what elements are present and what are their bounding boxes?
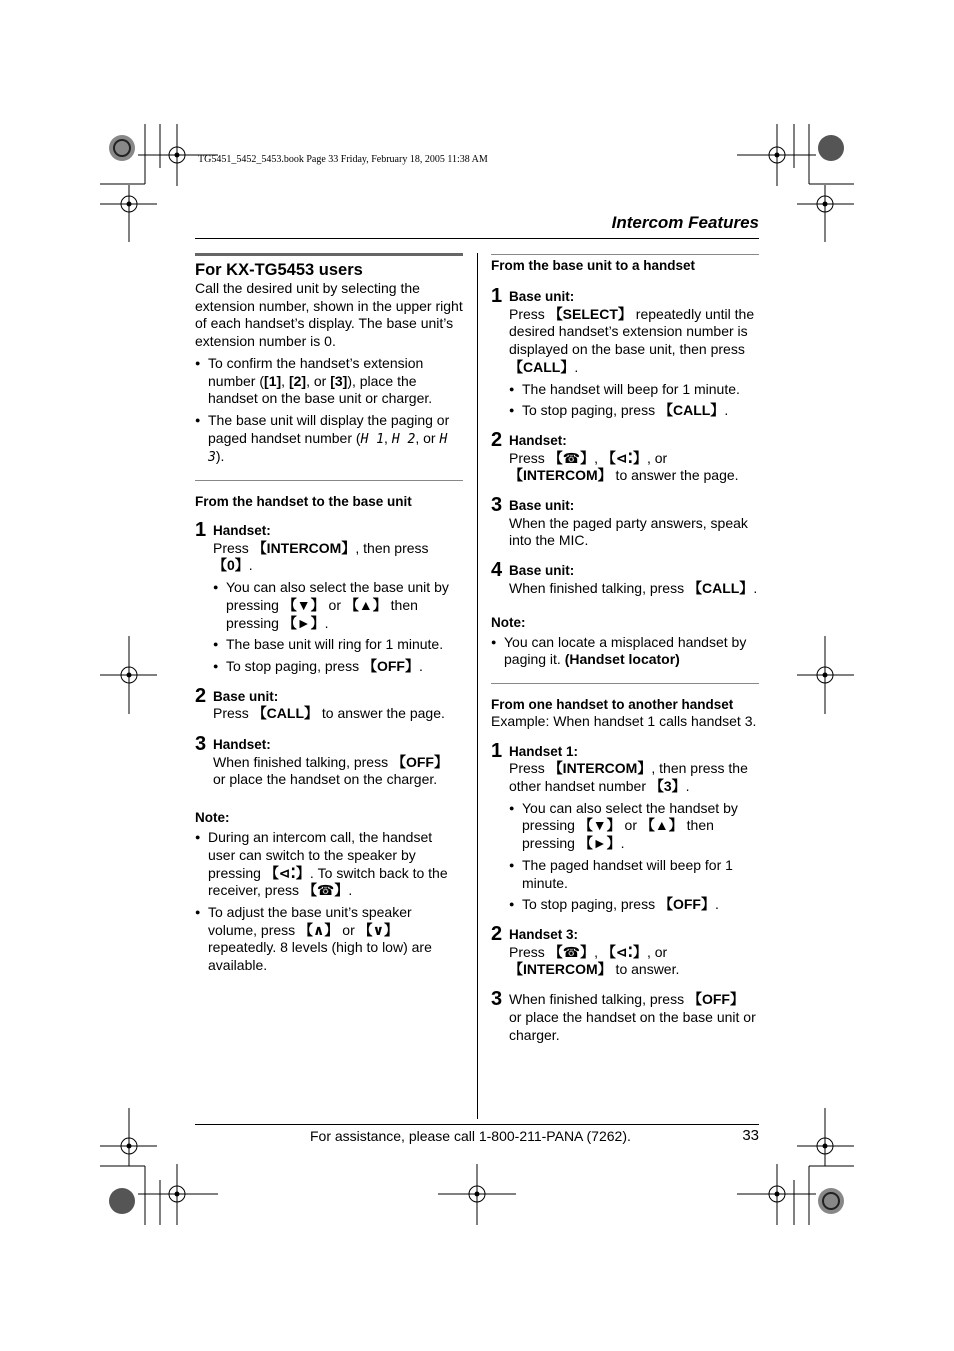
note-handset-locator: ● You can locate a misplaced handset by paging it. (Handset locator) xyxy=(491,634,759,669)
lcd-h3: H 3 xyxy=(208,431,448,466)
step-number: 3 xyxy=(491,988,503,1011)
page-number: 33 xyxy=(742,1127,759,1144)
step-number: 1 xyxy=(195,519,207,542)
bullet-display-paging: ● The base unit will display the paging or paged handset number (H 1, H 2, or H 3). xyxy=(195,412,463,467)
step-label: Handset 3: xyxy=(509,926,579,942)
bullet-stop-paging: ● To stop paging, press 【OFF】. xyxy=(213,658,463,676)
step-label: Base unit: xyxy=(213,688,279,704)
step-instruction: Press 【INTERCOM】, then press 【0】. xyxy=(213,539,429,574)
step-label: Handset: xyxy=(213,737,271,753)
footer-rule xyxy=(195,1124,759,1125)
step-instruction: When finished talking, press 【OFF】 or place the handset on the base unit or charger. xyxy=(509,991,756,1043)
step-4-base-unit xyxy=(491,559,759,597)
step-instruction: Press 【CALL】 to answer the page. xyxy=(213,705,445,722)
step-instruction: Press 【SELECT】 repeatedly until the desired handset’s extension number is displayed on the base unit, then press 【CALL】. xyxy=(509,305,755,375)
right-top-rule xyxy=(491,254,759,255)
section-title: Intercom Features xyxy=(611,213,759,232)
subheading-handset-to-base: From the handset to the base unit xyxy=(195,494,412,510)
step-3-base-unit xyxy=(491,494,759,550)
key-3: [3] xyxy=(330,372,348,389)
example-text: Example: When handset 1 calls handset 3. xyxy=(491,712,757,729)
right-column xyxy=(491,257,759,1044)
left-column xyxy=(195,260,463,975)
step-label: Handset: xyxy=(213,523,271,539)
step-number: 2 xyxy=(491,428,503,451)
users-heading: For KX-TG5453 users xyxy=(195,261,363,279)
lcd-h2: H 2 xyxy=(391,431,416,447)
assistance-footer: For assistance, please call 1-800-211-PANA (7262). xyxy=(310,1128,631,1144)
book-file-header: TG5451_5452_5453.book Page 33 Friday, February 18, 2005 11:38 AM xyxy=(198,154,488,165)
bullet-ring-minute: ● The base unit will ring for 1 minute. xyxy=(213,636,463,654)
header-rule xyxy=(195,238,759,239)
intro-paragraph: Call the desired unit by selecting the extension number, shown in the upper right of each handset’s display. The base unit’s extension number is 0. xyxy=(195,280,463,350)
step-label: Handset 1: xyxy=(509,743,579,759)
step-label: Base unit: xyxy=(509,289,575,304)
note-volume: ● To adjust the base unit’s speaker volume, press 【∧】 or 【∨】 repeatedly. 8 levels (high to low) are available. xyxy=(195,904,463,975)
step-label: Base unit: xyxy=(509,563,575,579)
step-instruction: When finished talking, press 【OFF】 or place the handset on the charger. xyxy=(213,753,448,788)
subheading-base-to-handset: From the base unit to a handset xyxy=(491,258,696,273)
step-3-handset xyxy=(195,733,463,789)
bullet-paged-beep: ● The paged handset will beep for 1 minute. xyxy=(509,857,759,892)
step-2-base-unit xyxy=(195,684,463,723)
step-number: 4 xyxy=(491,559,503,582)
step-1-handset-1 xyxy=(491,739,759,914)
step-number: 1 xyxy=(491,285,503,307)
step-number: 3 xyxy=(491,494,503,517)
subheading-handset-to-handset: From one handset to another handset xyxy=(491,696,734,712)
note-label: Note: xyxy=(491,614,526,630)
bullet-beep-minute: ● The handset will beep for 1 minute. xyxy=(509,381,759,399)
step-label: Base unit: xyxy=(509,498,575,514)
bullet-stop-paging: ● To stop paging, press 【OFF】. xyxy=(509,896,759,914)
step-instruction: When finished talking, press 【CALL】. xyxy=(509,579,758,596)
bullet-stop-paging: ● To stop paging, press 【CALL】. xyxy=(509,402,759,420)
bullet-select-base: ● You can also select the base unit by pressing 【▼】 or 【▲】 then pressing 【►】. xyxy=(213,579,463,632)
step-number: 2 xyxy=(195,684,207,707)
step-number: 1 xyxy=(491,739,503,762)
step-instruction: When the paged party answers, speak into the MIC. xyxy=(509,514,748,549)
step-2-handset xyxy=(491,428,759,485)
step-instruction: Press 【INTERCOM】, then press the other handset number 【3】. xyxy=(509,760,748,795)
step-1-handset xyxy=(195,519,463,676)
bullet-select-handset: ● You can also select the handset by pressing 【▼】 or 【▲】 then pressing 【►】. xyxy=(509,800,759,853)
step-2-handset-3 xyxy=(491,922,759,979)
lcd-h1: H 1 xyxy=(360,431,385,447)
note-label: Note: xyxy=(195,810,230,826)
left-top-bar xyxy=(195,253,463,256)
step-label: Handset: xyxy=(509,432,567,448)
step-1-base-unit xyxy=(491,285,759,420)
key-1: [1] xyxy=(264,372,282,389)
key-2: [2] xyxy=(288,372,307,389)
step-instruction: Press 【☎】, 【⊲⁚】, or 【INTERCOM】 to answer. xyxy=(509,943,680,978)
step-3-finish xyxy=(491,988,759,1044)
step-number: 2 xyxy=(491,922,503,945)
step-number: 3 xyxy=(195,733,207,756)
note-speaker-switch: ● During an intercom call, the handset user can switch to the speaker by pressing 【⊲⁚】. To switch back to the receiver, press 【☎】. xyxy=(195,829,463,900)
step-instruction: Press 【☎】, 【⊲⁚】, or 【INTERCOM】 to answer the page. xyxy=(509,449,739,484)
bullet-confirm-extension: ● To confirm the handset’s extension number ([1], [2], or [3]), place the handset on the base unit or charger. xyxy=(195,355,463,408)
column-divider xyxy=(477,253,478,1119)
